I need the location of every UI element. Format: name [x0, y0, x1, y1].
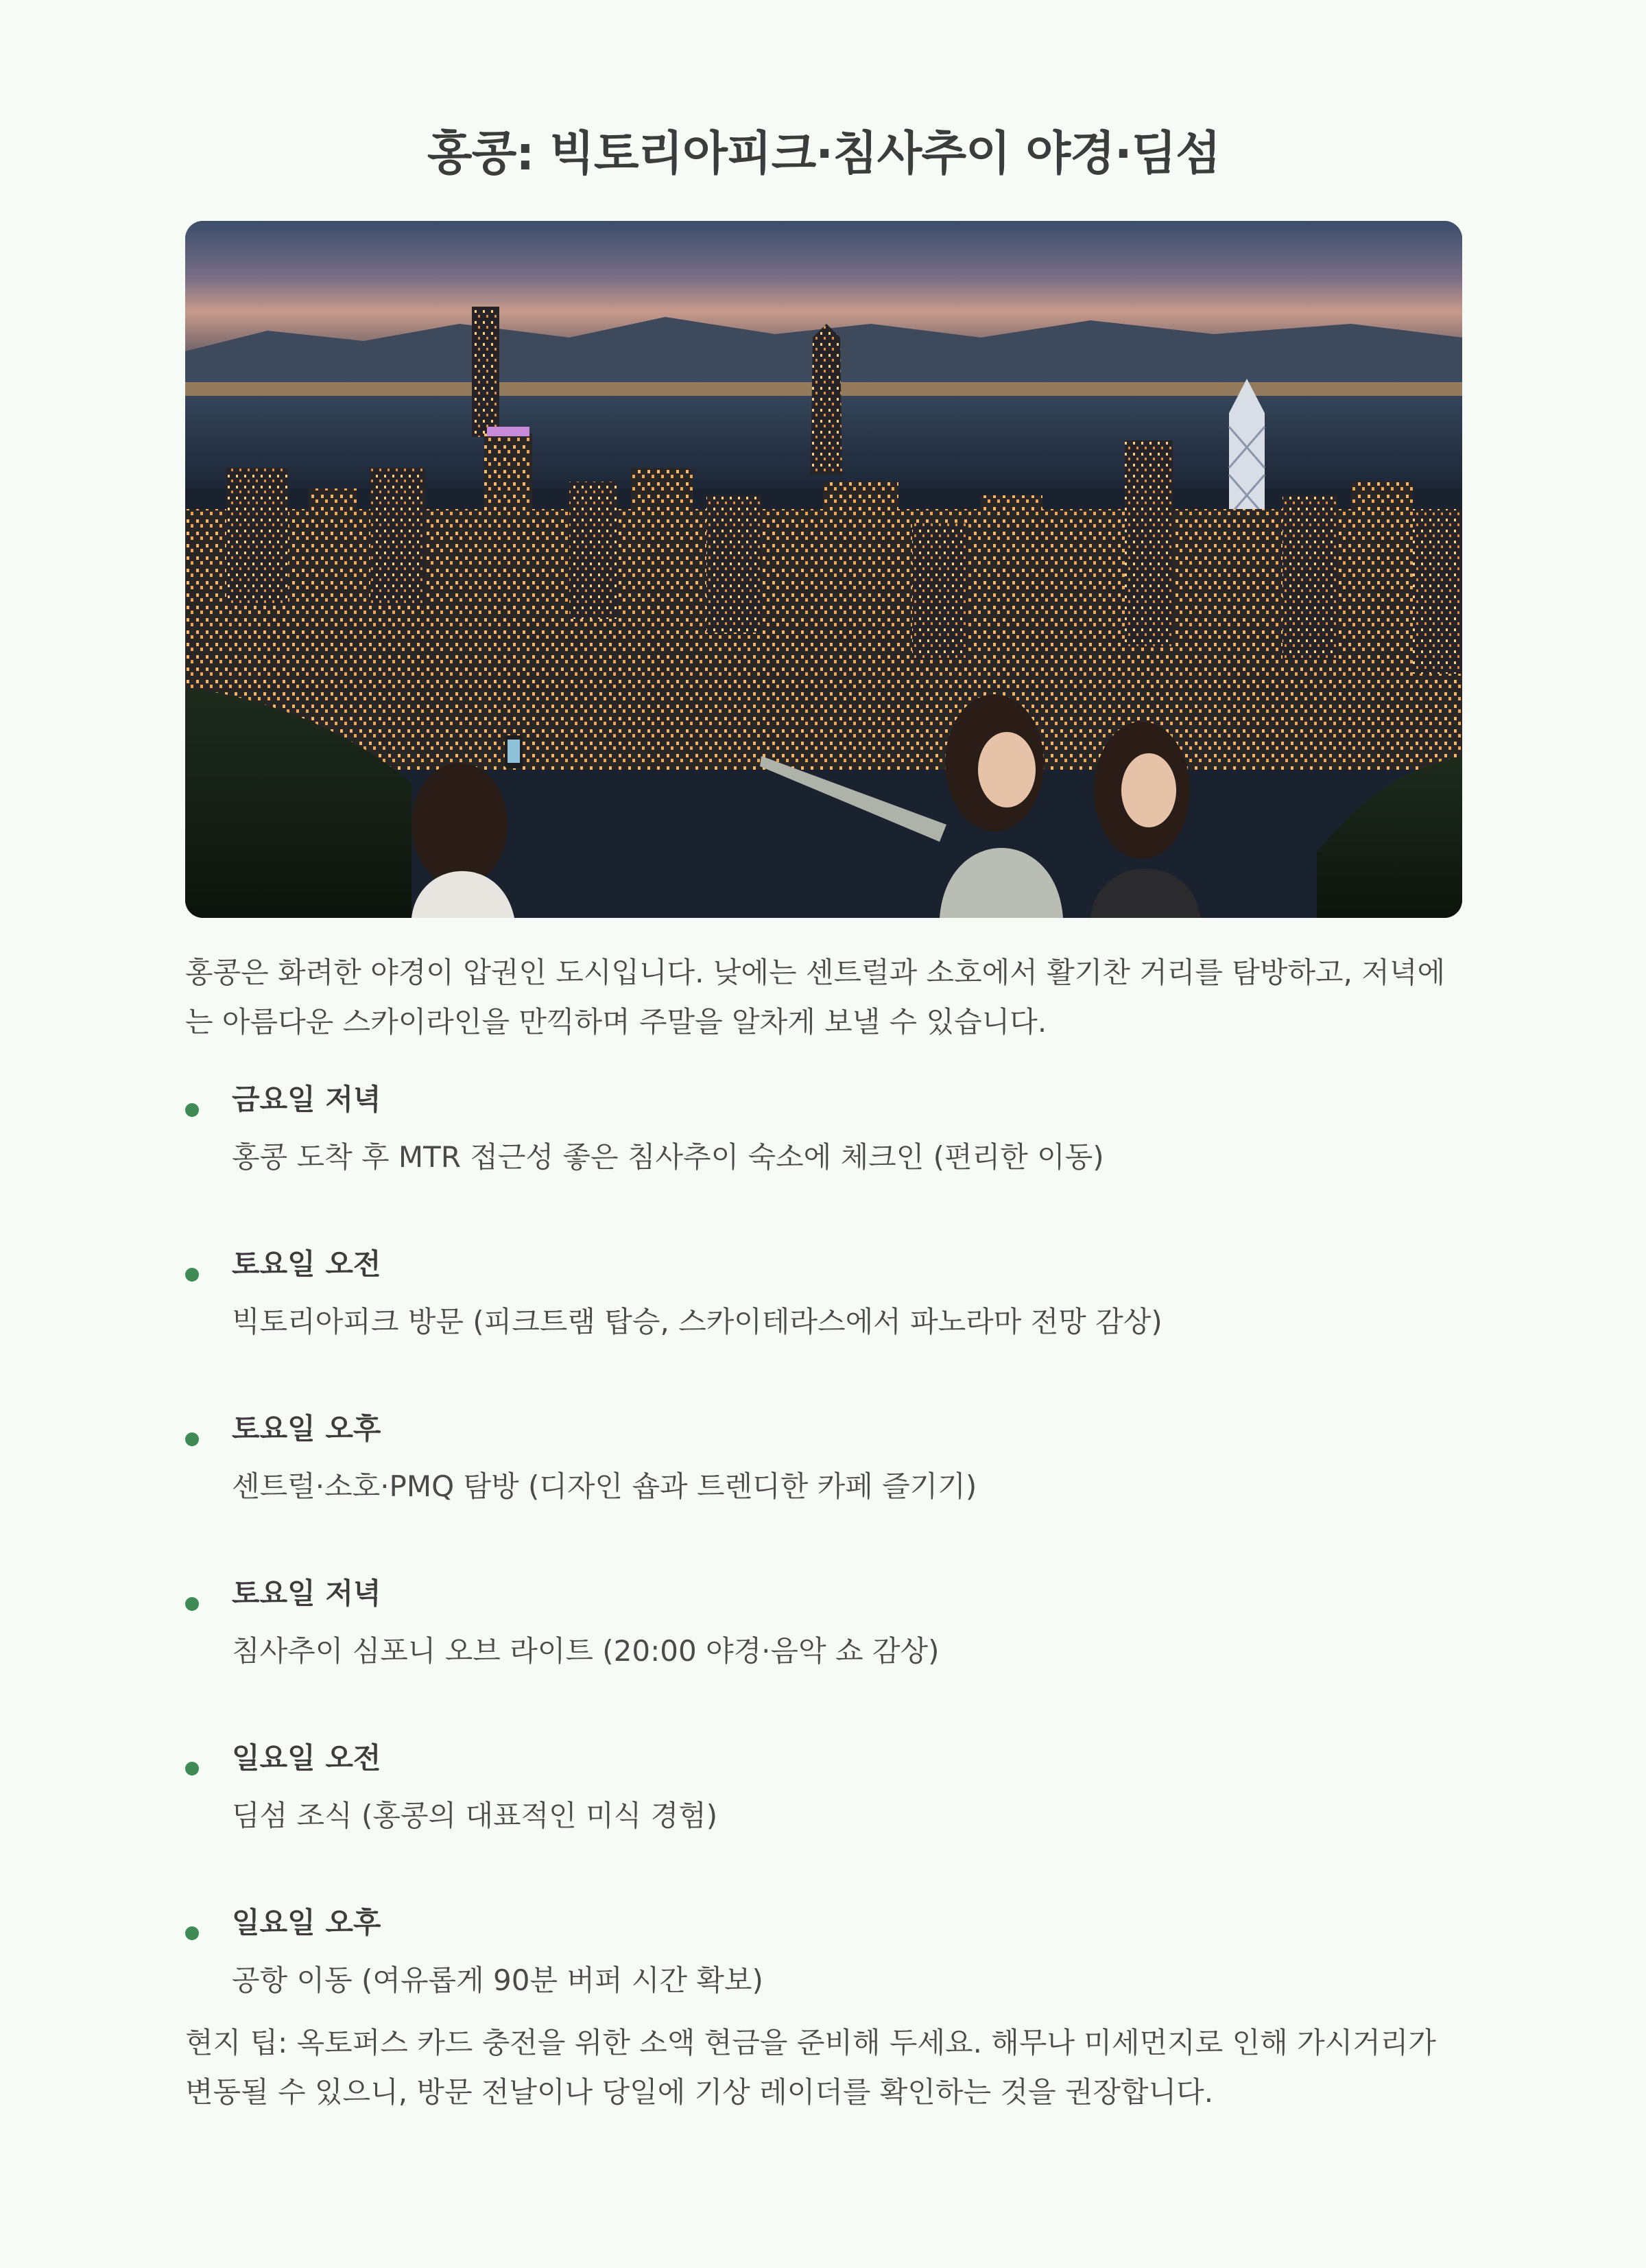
schedule-item: [185, 1737, 1462, 1902]
schedule-desc: 공항 이동 (여유롭게 90분 버퍼 시간 확보): [232, 1963, 763, 1997]
schedule-item: [185, 1572, 1462, 1737]
schedule-desc: 홍콩 도착 후 MTR 접근성 좋은 침사추이 숙소에 체크인 (편리한 이동): [232, 1140, 1104, 1174]
hero-image: [185, 221, 1462, 918]
local-tip: 현지 팁: 옥토퍼스 카드 충전을 위한 소액 현금을 준비해 두세요. 해무나 미세먼지로 인해 가시거리가 변동될 수 있으니, 방문 전날이나 당일에 기상 레이더를 확인하는 것을 권장합니다.: [185, 2026, 1436, 2109]
page-title: 홍콩: 빅토리아피크·침사추이 야경·딤섬: [427, 127, 1221, 181]
schedule-slot: 토요일 오후: [232, 1412, 381, 1445]
schedule-list: [185, 1078, 1462, 2018]
document-page: [185, 0, 1462, 2117]
bullet-icon: [185, 1268, 199, 1281]
schedule-item: [185, 1408, 1462, 1572]
bullet-icon: [185, 1103, 199, 1117]
schedule-slot: 일요일 오전: [232, 1741, 381, 1775]
schedule-slot: 토요일 오전: [232, 1247, 381, 1281]
bullet-icon: [185, 1597, 199, 1611]
schedule-item: [185, 1078, 1462, 1243]
schedule-item: [185, 1902, 1462, 2018]
intro-paragraph: 홍콩은 화려한 야경이 압권인 도시입니다. 낮에는 센트럴과 소호에서 활기찬 거리를 탐방하고, 저녁에는 아름다운 스카이라인을 만끽하며 주말을 알차게 보낼 수 있습니다.: [185, 956, 1446, 1039]
schedule-desc: 침사추이 심포니 오브 라이트 (20:00 야경·음악 쇼 감상): [232, 1634, 940, 1668]
bullet-icon: [185, 1762, 199, 1775]
schedule-slot: 금요일 저녁: [232, 1083, 381, 1116]
schedule-desc: 딤섬 조식 (홍콩의 대표적인 미식 경험): [232, 1799, 718, 1832]
schedule-slot: 토요일 저녁: [232, 1576, 381, 1610]
bullet-icon: [185, 1926, 199, 1940]
schedule-desc: 빅토리아피크 방문 (피크트램 탑승, 스카이테라스에서 파노라마 전망 감상): [232, 1305, 1162, 1338]
schedule-item: [185, 1243, 1462, 1408]
schedule-desc: 센트럴·소호·PMQ 탐방 (디자인 숍과 트렌디한 카페 즐기기): [232, 1469, 977, 1503]
bullet-icon: [185, 1432, 199, 1446]
hong-kong-night-skyline-photo: [185, 221, 1462, 918]
schedule-slot: 일요일 오후: [232, 1906, 381, 1939]
